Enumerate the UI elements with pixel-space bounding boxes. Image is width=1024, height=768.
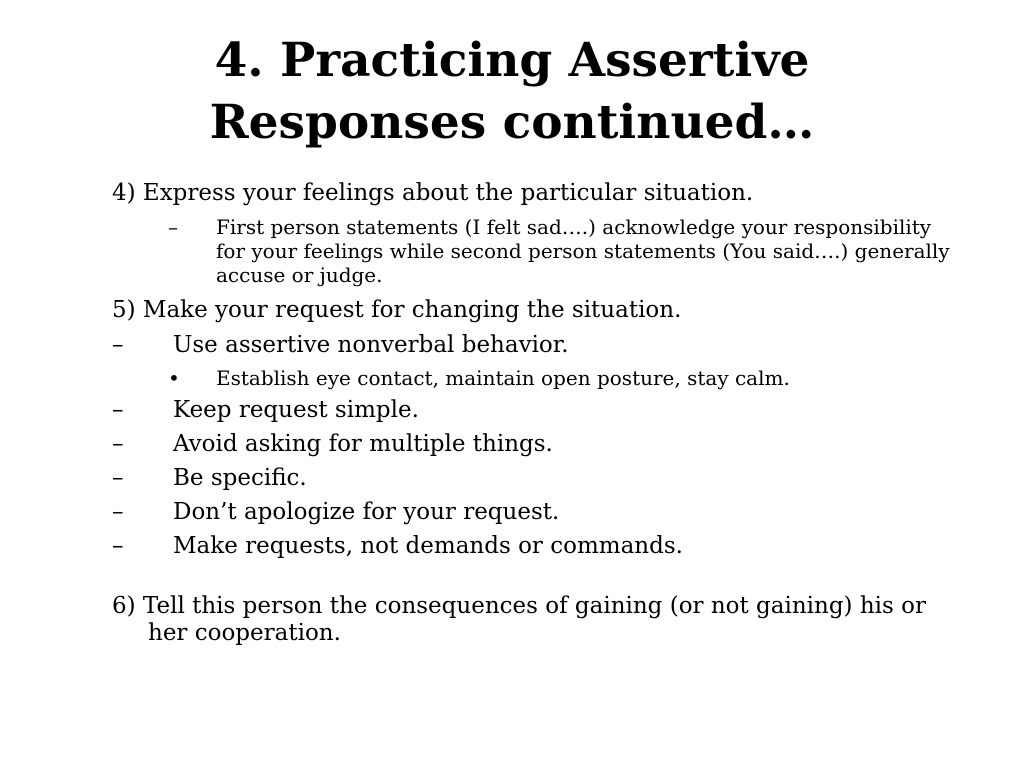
step-5-heading [112,297,962,324]
title-line-1: 4. Practicing Assertive [214,33,810,88]
list-item-text: Keep request simple. [173,397,419,423]
list-item [112,465,962,492]
list-item [112,533,962,560]
dash-marker: – [112,499,124,525]
step-6-text: 6) Tell this person the consequences of gaining (or not gaining) his or her cooperation. [112,593,926,646]
step-6-heading [112,593,962,647]
list-item-text: Be specific. [173,465,307,491]
slide-body [112,180,962,655]
step-5-text: 5) Make your request for changing the situation. [112,297,682,323]
list-item-text: Don’t apologize for your request. [173,499,560,525]
nonverbal-subpoint [112,366,962,390]
list-item [112,431,962,458]
list-item-text: Avoid asking for multiple things. [173,431,553,457]
slide-title [60,30,964,154]
step-4-subpoint-text: First person statements (I felt sad….) acknowledge your responsibility for your feelings while second person statements (You said….) generally accuse or judge. [216,215,950,287]
dash-marker: – [112,533,124,559]
step-4-subpoint [112,215,962,287]
dash-marker: – [112,431,124,457]
list-item [112,499,962,526]
bullet-marker: • [168,366,180,390]
nonverbal-subpoint-text: Establish eye contact, maintain open posture, stay calm. [216,366,790,390]
list-item-text: Make requests, not demands or commands. [173,533,683,559]
step-4-text: 4) Express your feelings about the particular situation. [112,180,754,206]
list-item [112,332,962,359]
step-4-heading [112,180,962,207]
dash-marker: – [168,215,178,239]
dash-marker: – [112,332,124,358]
spacer [112,567,962,593]
dash-marker: – [112,397,124,423]
list-item-text: Use assertive nonverbal behavior. [173,332,569,358]
title-line-2: Responses continued… [209,95,815,150]
dash-marker: – [112,465,124,491]
list-item [112,397,962,424]
